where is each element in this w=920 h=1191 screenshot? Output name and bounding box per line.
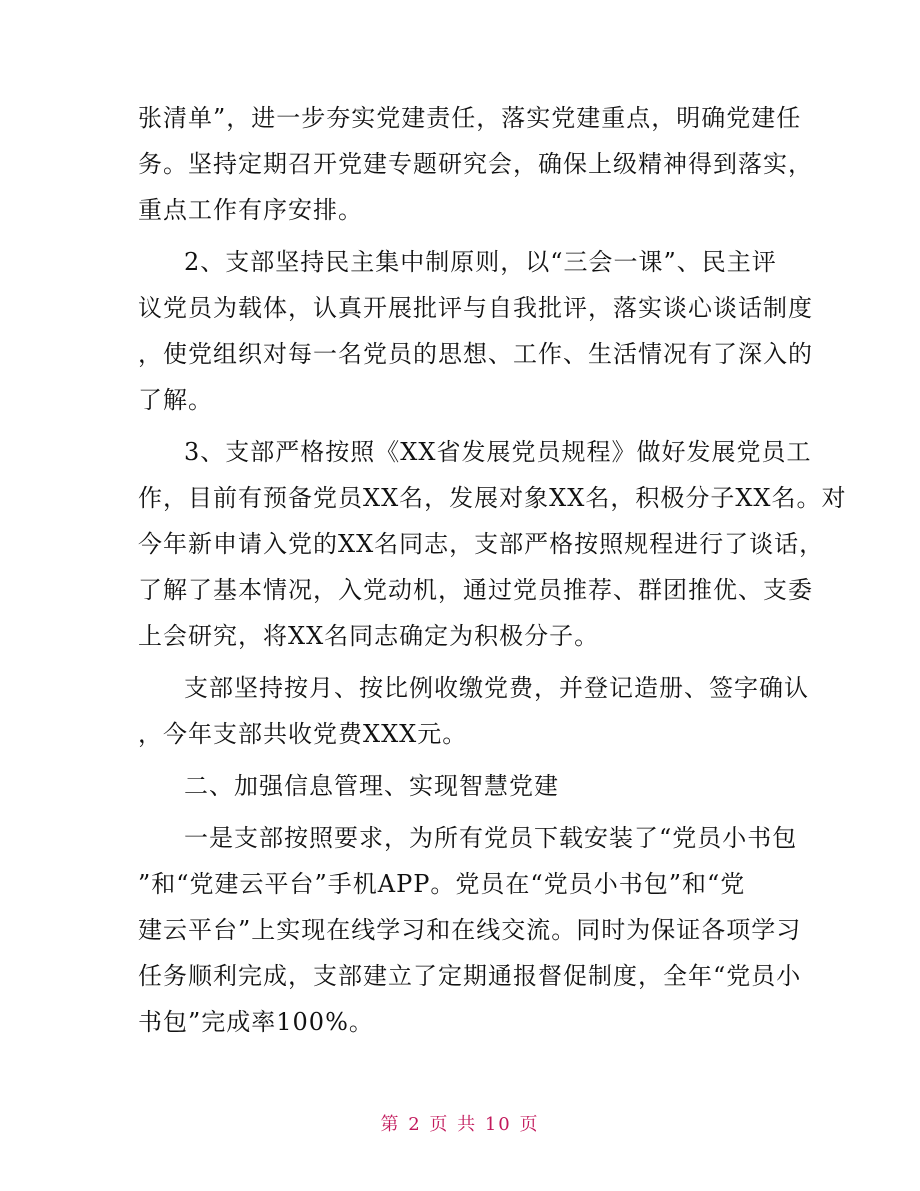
- paragraph-2: [138, 239, 813, 423]
- text-line: 张清单”，进一步夯实党建责任，落实党建重点，明确党建任: [138, 104, 802, 132]
- text-line: 上会研究，将XX名同志确定为积极分子。: [138, 622, 600, 650]
- section-heading: [138, 763, 788, 809]
- text-line: 了解。: [138, 386, 213, 414]
- document-body: [138, 95, 847, 1051]
- text-line: 了解了基本情况，入党动机，通过党员推荐、群团推优、支委: [138, 576, 813, 604]
- text-line: 作，目前有预备党员XX名，发展对象XX名，积极分子XX名。对: [138, 484, 847, 512]
- text-line: 议党员为载体，认真开展批评与自我批评，落实谈心谈话制度: [138, 294, 813, 322]
- paragraph-5: [138, 815, 802, 1045]
- page-number-footer: 第 2 页 共 10 页: [380, 1114, 540, 1135]
- text-line: 建云平台”上实现在线学习和在线交流。同时为保证各项学习: [138, 916, 802, 944]
- text-line: 务。坚持定期召开党建专题研究会，确保上级精神得到落实，: [138, 150, 813, 178]
- text-line: 今年新申请入党的XX名同志，支部严格按照规程进行了谈话，: [138, 530, 825, 558]
- text-line: 书包”完成率100%。: [138, 1008, 374, 1036]
- text-line: 任务顺利完成，支部建立了定期通报督促制度，全年“党员小: [138, 962, 802, 990]
- text-line: 一是支部按照要求，为所有党员下载安装了“党员小书包: [184, 824, 798, 852]
- paragraph-3: [138, 429, 847, 659]
- text-line: 重点工作有序安排。: [138, 196, 363, 224]
- heading-line: 二、加强信息管理、实现智慧党建: [184, 772, 559, 800]
- paragraph-1: [138, 95, 813, 233]
- text-line: 3、支部严格按照《XX省发展党员规程》做好发展党员工: [184, 438, 812, 466]
- text-line: ，今年支部共收党费XXX元。: [138, 720, 468, 748]
- paragraph-4: [138, 665, 809, 757]
- text-line: 2、支部坚持民主集中制原则，以“三会一课”、民主评: [184, 248, 777, 276]
- text-line: ”和“党建云平台”手机APP。党员在“党员小书包”和“党: [138, 870, 746, 898]
- text-line: 支部坚持按月、按比例收缴党费，并登记造册、签字确认: [184, 674, 809, 702]
- text-line: ，使党组织对每一名党员的思想、工作、生活情况有了深入的: [138, 340, 813, 368]
